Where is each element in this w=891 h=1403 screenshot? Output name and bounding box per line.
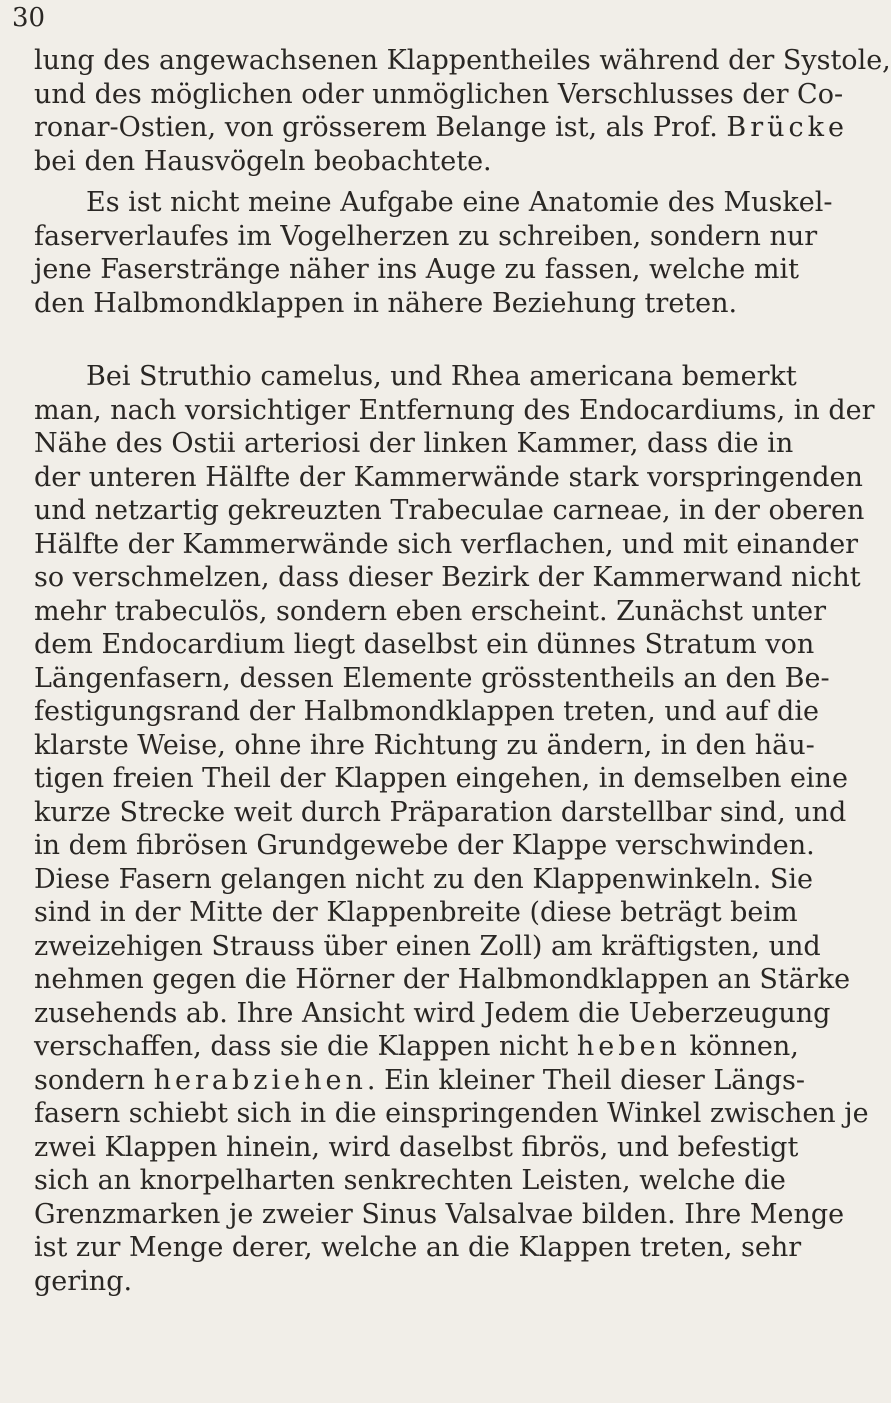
- spaced-word: heben: [576, 1031, 681, 1062]
- spaced-word: Brücke: [726, 112, 848, 143]
- spaced-word: herabziehen: [153, 1064, 367, 1096]
- text-line: lung des angewachsenen Klappentheiles während der Systole,: [34, 45, 891, 76]
- text-line: fasern schiebt sich in die einspringenden Winkel zwischen je: [34, 1098, 869, 1129]
- text-line: der unteren Hälfte der Kammerwände stark vorspringenden: [34, 461, 863, 493]
- text-line: Bei Struthio camelus, und Rhea americana bemerkt: [86, 361, 797, 392]
- text-line: zwei Klappen hinein, wird daselbst fibrös, und befestigt: [34, 1131, 799, 1163]
- text-line: Es ist nicht meine Aufgabe eine Anatomie des Muskel-: [86, 187, 833, 218]
- text-line: jene Faserstränge näher ins Auge zu fassen, welche mit: [34, 254, 799, 285]
- paragraph-3: [34, 360, 875, 1298]
- text-line: festigungsrand der Halbmondklappen treten, und auf die: [34, 696, 819, 727]
- text-line: dem Endocardium liegt daselbst ein dünnes Stratum von: [34, 629, 815, 660]
- text-line: gering.: [34, 1265, 133, 1297]
- text-line: klarste Weise, ohne ihre Richtung zu ändern, in den häu-: [34, 729, 815, 761]
- text-line: Längenfasern, dessen Elemente grösstentheils an den Be-: [34, 662, 830, 694]
- text-line: nehmen gegen die Hörner der Halbmondklappen an Stärke: [34, 964, 851, 995]
- text-line: verschaffen, dass sie die Klappen nicht heben können,: [34, 1031, 799, 1062]
- text-line: sich an knorpelharten senkrechten Leisten, welche die: [34, 1165, 786, 1196]
- text-line: kurze Strecke weit durch Präparation darstellbar sind, und: [34, 796, 847, 828]
- text-line: faserverlaufes im Vogelherzen zu schreiben, sondern nur: [34, 220, 818, 252]
- text-line: Grenzmarken je zweier Sinus Valsalvae bilden. Ihre Menge: [34, 1198, 845, 1230]
- text-line: zweizehigen Strauss über einen Zoll) am kräftigsten, und: [34, 930, 821, 962]
- page-number: 30: [12, 3, 46, 33]
- text-line: Diese Fasern gelangen nicht zu den Klappenwinkeln. Sie: [34, 863, 814, 895]
- text-line: Nähe des Ostii arteriosi der linken Kammer, dass die in: [34, 428, 794, 459]
- text-line: sind in der Mitte der Klappenbreite (diese beträgt beim: [34, 897, 798, 928]
- text-line: ist zur Menge derer, welche an die Klappen treten, sehr: [34, 1232, 802, 1263]
- text-line: sondern herabziehen. Ein kleiner Theil dieser Längs-: [34, 1064, 805, 1096]
- text-line: und netzartig gekreuzten Trabeculae carneae, in der oberen: [34, 495, 865, 526]
- text-line: den Halbmondklappen in nähere Beziehung treten.: [34, 287, 738, 319]
- text-line: bei den Hausvögeln beobachtete.: [34, 145, 492, 177]
- text-line: mehr trabeculös, sondern eben erscheint. Zunächst unter: [34, 595, 827, 627]
- text-line: Hälfte der Kammerwände sich verflachen, und mit einander: [34, 528, 859, 560]
- text-line: in dem fibrösen Grundgewebe der Klappe verschwinden.: [34, 830, 815, 861]
- text-line: zusehends ab. Ihre Ansicht wird Jedem die Ueberzeugung: [34, 997, 831, 1029]
- text-line: tigen freien Theil der Klappen eingehen, in demselben eine: [34, 763, 848, 794]
- text-segment: ronar-Ostien, von grösserem Belange ist, als Prof. Brücke: [34, 112, 848, 143]
- text-line: so verschmelzen, dass dieser Bezirk der Kammerwand nicht: [34, 562, 861, 593]
- text-line: [34, 111, 848, 145]
- paragraph-1: [34, 44, 891, 178]
- text-line: und des möglichen oder unmöglichen Verschlusses der Co-: [34, 78, 844, 110]
- text-line: man, nach vorsichtiger Entfernung des Endocardiums, in der: [34, 394, 875, 426]
- paragraph-2: [34, 186, 833, 320]
